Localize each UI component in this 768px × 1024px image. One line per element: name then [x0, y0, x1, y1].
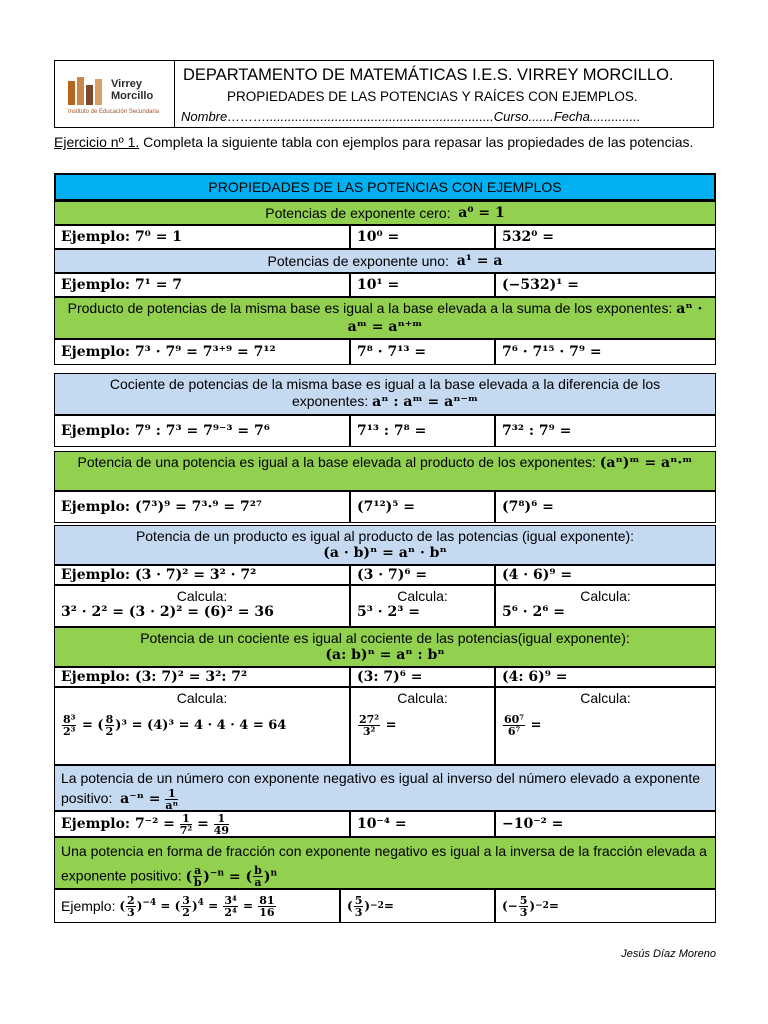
section-header-row: [54, 249, 716, 273]
example-cell: Ejemplo: 7³ · 7⁹ = 7³⁺⁹ = 7¹²: [54, 339, 350, 365]
section-formula: ( $\frac{a}{b}$ )$^{-n}$ = ( $\frac{b}{a}$ )$^n$: [185, 864, 277, 890]
calc-label: Calcula:: [580, 588, 631, 604]
exercise-cell[interactable]: 10¹ =: [350, 273, 495, 297]
section-formula: aⁿ : aᵐ = aⁿ⁻ᵐ: [372, 394, 479, 410]
table-title-row: [54, 173, 716, 201]
calc-cell: [54, 585, 350, 627]
calc-cell[interactable]: [495, 585, 716, 627]
section-header-row: [54, 451, 716, 491]
exercise-cell[interactable]: 7⁶ · 7¹⁵ · 7⁹ =: [495, 339, 716, 365]
exercise-cell[interactable]: −10⁻² =: [495, 811, 716, 837]
calc-example: 3² · 2² = (3 · 2)² = (6)² = 36: [61, 604, 274, 620]
section-formula: a⁻ⁿ =: [120, 791, 161, 808]
example-text: Ejemplo: 7⁰ = 1: [61, 229, 183, 245]
example-cell: Ejemplo: (3: 7)² = 3²: 7²: [54, 667, 350, 687]
exercise-cell[interactable]: (− $\frac{5}{3}$ ) −2 =: [495, 889, 716, 923]
example-text: ( $\frac{2}{3}$ )$^{-4}$ = ( $\frac{3}{2}$ )$^4$ = $\frac{\text{3⁴}}{\text{2⁴}}$ = $\frac{81}{16}$: [119, 893, 275, 919]
section-header: [54, 297, 716, 339]
exercise-equals: =: [548, 899, 559, 913]
example-cell: Ejemplo: 7⁹ : 7³ = 7⁹⁻³ = 7⁶: [54, 415, 350, 447]
exercise-cell[interactable]: ( $\frac{5}{3}$ ) −2 =: [340, 889, 495, 923]
calc-cell[interactable]: [495, 687, 716, 765]
exercise-equals: =: [383, 899, 394, 913]
section-header-row: [54, 627, 716, 667]
exercise-cell[interactable]: (−532)¹ =: [495, 273, 716, 297]
exercise-cell[interactable]: (7¹²)⁵ =: [350, 491, 495, 523]
section-header: La potencia de un número con exponente negativo es igual al inverso del número elevado a exponente positivo: a⁻ⁿ = $\frac{1}{\text{aⁿ}}$: [54, 765, 716, 811]
exercise-cell[interactable]: 10⁰ =: [350, 225, 495, 249]
section-header-text: Potencias de exponente cero:: [265, 204, 451, 221]
section-header-row: [54, 525, 716, 565]
section-formula: a¹ = a: [456, 252, 503, 269]
section-formula: (aⁿ)ᵐ = aⁿ·ᵐ: [599, 455, 693, 471]
exercise-statement: [54, 133, 716, 151]
exercise-cell[interactable]: 10⁻⁴ =: [350, 811, 495, 837]
example-cell: Ejemplo: (7³)⁹ = 7³·⁹ = 7²⁷: [54, 491, 350, 523]
section-formula: a⁰ = 1: [458, 204, 505, 221]
calc-exercise: $\frac{\text{60⁷}}{\text{6⁷}}$ =: [504, 713, 542, 738]
example-row: [54, 225, 716, 249]
section-header-text: La potencia de un número con exponente negativo es igual al inverso del número elevado a exponente positivo:: [61, 770, 701, 807]
calc-label: Calcula:: [397, 588, 448, 604]
logo-name-line2: Morcillo: [111, 90, 154, 102]
example-label: Ejemplo:: [61, 898, 116, 914]
section-header: [54, 451, 716, 491]
section-header: [54, 373, 716, 415]
calc-example: $\frac{\text{8³}}{\text{2³}}$ = ( $\frac{8}{2}$ )³ = (4)³ = 4 · 4 · 4 = 64: [63, 713, 287, 738]
section-header-text: Potencias de exponente uno:: [267, 252, 449, 269]
example-cell: Ejemplo: (3 · 7)² = 3² · 7²: [54, 565, 350, 585]
exercise-cell[interactable]: (3 · 7)⁶ =: [350, 565, 495, 585]
document-header: [54, 60, 714, 128]
calc-cell[interactable]: [350, 687, 495, 765]
author-footer: Jesús Díaz Moreno: [621, 948, 716, 960]
calc-label: Calcula:: [397, 690, 448, 706]
example-row: [54, 565, 716, 585]
example-cell: Ejemplo: 7¹ = 7: [54, 273, 350, 297]
school-logo: [55, 61, 175, 127]
section-header-text: Potencia de un cociente es igual al cociente de las potencias(igual exponente):: [140, 630, 630, 646]
example-row: [54, 889, 716, 923]
exercise-cell[interactable]: (3: 7)⁶ =: [350, 667, 495, 687]
calc-example-tail: = (4)³ = 4 · 4 · 4 = 64: [131, 718, 287, 733]
calc-exercise: 5³ · 2³ =: [357, 604, 420, 620]
example-cell: [54, 225, 350, 249]
logo-name-line1: Virrey: [111, 78, 142, 90]
calc-row: [54, 585, 716, 627]
table-title: PROPIEDADES DE LAS POTENCIAS CON EJEMPLOS: [54, 173, 716, 201]
section-header-row: [54, 297, 716, 339]
section-header-row: [54, 373, 716, 415]
section-header-text: Potencia de un producto es igual al producto de las potencias (igual exponente):: [135, 528, 635, 544]
department-title: DEPARTAMENTO DE MATEMÁTICAS I.E.S. VIRREY MORCILLO.: [183, 66, 674, 84]
example-text: Ejemplo: 7⁻² =: [61, 816, 175, 832]
example-cell: Ejemplo: 7⁻² = $\frac{1}{\text{7²}}$ = $\frac{1}{49}$: [54, 811, 350, 837]
calc-exercise: $\frac{\text{27²}}{\text{3²}}$ =: [359, 713, 397, 738]
calc-row: [54, 687, 716, 765]
section-header: [54, 249, 716, 273]
example-cell: [54, 889, 340, 923]
student-info-line: Nombre………...............................................................Curso.......Fecha..............: [181, 109, 641, 124]
section-header: [54, 837, 716, 889]
calc-label: Calcula:: [176, 690, 228, 706]
calc-label: Calcula:: [176, 588, 228, 604]
exercise-label: Ejercicio nº 1.: [54, 134, 140, 150]
document-subtitle: PROPIEDADES DE LAS POTENCIAS Y RAÍCES CON EJEMPLOS.: [227, 89, 638, 104]
exercise-cell[interactable]: (4: 6)⁹ =: [495, 667, 716, 687]
section-header-text: Potencia de una potencia es igual a la base elevada al producto de los exponentes:: [77, 454, 596, 470]
section-header-row: [54, 201, 716, 225]
calc-cell[interactable]: [350, 585, 495, 627]
exercise-cell[interactable]: (4 · 6)⁹ =: [495, 565, 716, 585]
example-row: [54, 811, 716, 837]
calc-exercise: 5⁶ · 2⁶ =: [502, 604, 565, 620]
logo-subtitle: Instituto de Educación Secundaria: [68, 109, 160, 115]
section-header: [54, 627, 716, 667]
section-formula: aⁿ · aᵐ = aⁿ⁺ᵐ: [347, 301, 703, 335]
example-row: [54, 415, 716, 447]
section-formula: (a · b)ⁿ = aⁿ · bⁿ: [323, 545, 447, 561]
example-row: [54, 339, 716, 365]
example-row: [54, 491, 716, 523]
section-header-text: Cociente de potencias de la misma base es igual a la base elevada a la diferencia de los exponentes:: [109, 376, 661, 409]
section-header: [54, 201, 716, 225]
example-row: [54, 667, 716, 687]
section-header-row: [54, 765, 716, 811]
exercise-cell[interactable]: 7⁸ · 7¹³ =: [350, 339, 495, 365]
calc-label: Calcula:: [580, 690, 631, 706]
exercise-cell[interactable]: (7⁸)⁶ =: [495, 491, 716, 523]
section-formula: (a: b)ⁿ = aⁿ : bⁿ: [325, 647, 445, 663]
section-header-text: Producto de potencias de la misma base es igual a la base elevada a la suma de los exponentes:: [67, 300, 673, 316]
calc-cell: [54, 687, 350, 765]
exercise-cell[interactable]: 532⁰ =: [495, 225, 716, 249]
section-header-text: Una potencia en forma de fracción con exponente negativo es igual a la inversa de la fracción elevada a exponente positivo:: [61, 843, 707, 884]
section-header: [54, 525, 716, 565]
exercise-cell[interactable]: 7¹³ : 7⁸ =: [350, 415, 495, 447]
exercise-text: Completa la siguiente tabla con ejemplos para repasar las propiedades de las potencias.: [139, 134, 694, 150]
section-header-row: [54, 837, 716, 889]
school-logo-mark: [67, 75, 103, 109]
example-row: [54, 273, 716, 297]
exercise-cell[interactable]: 7³² : 7⁹ =: [495, 415, 716, 447]
